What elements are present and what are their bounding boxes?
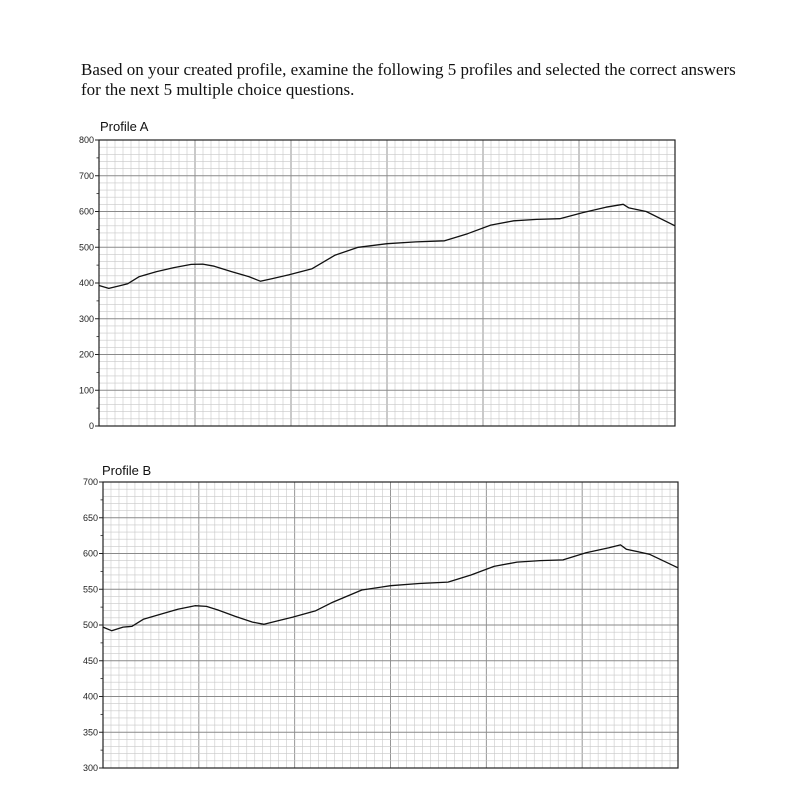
y-tick-label: 550 <box>82 584 98 595</box>
y-tick-label: 300 <box>82 763 98 773</box>
y-tick-label: 100 <box>78 385 94 396</box>
y-tick-label: 800 <box>78 135 94 145</box>
profile-chart-1 <box>83 463 678 773</box>
y-tick-label: 450 <box>82 655 98 666</box>
chart-title: Profile A <box>100 119 149 134</box>
chart-grid <box>103 482 678 768</box>
y-tick-label: 600 <box>82 548 98 559</box>
y-tick-label: 350 <box>82 727 98 738</box>
y-tick-label: 500 <box>78 242 94 253</box>
y-tick-label: 0 <box>88 421 94 431</box>
y-tick-label: 700 <box>78 170 94 181</box>
y-tick-label: 600 <box>78 206 94 217</box>
y-tick-label: 700 <box>82 477 98 487</box>
y-tick-label: 400 <box>82 691 98 702</box>
y-tick-label: 200 <box>78 349 94 360</box>
instructions-text: Based on your created profile, examine the following 5 profiles and selected the correct answers for the next 5 multiple choice questions. <box>81 60 736 99</box>
y-tick-label: 500 <box>82 620 98 630</box>
y-tick-label: 650 <box>82 512 98 523</box>
chart-grid <box>99 140 675 426</box>
y-tick-label: 300 <box>78 313 94 324</box>
y-tick-label: 400 <box>78 278 94 288</box>
chart-title: Profile B <box>102 463 152 478</box>
profile-chart-0 <box>79 119 675 431</box>
